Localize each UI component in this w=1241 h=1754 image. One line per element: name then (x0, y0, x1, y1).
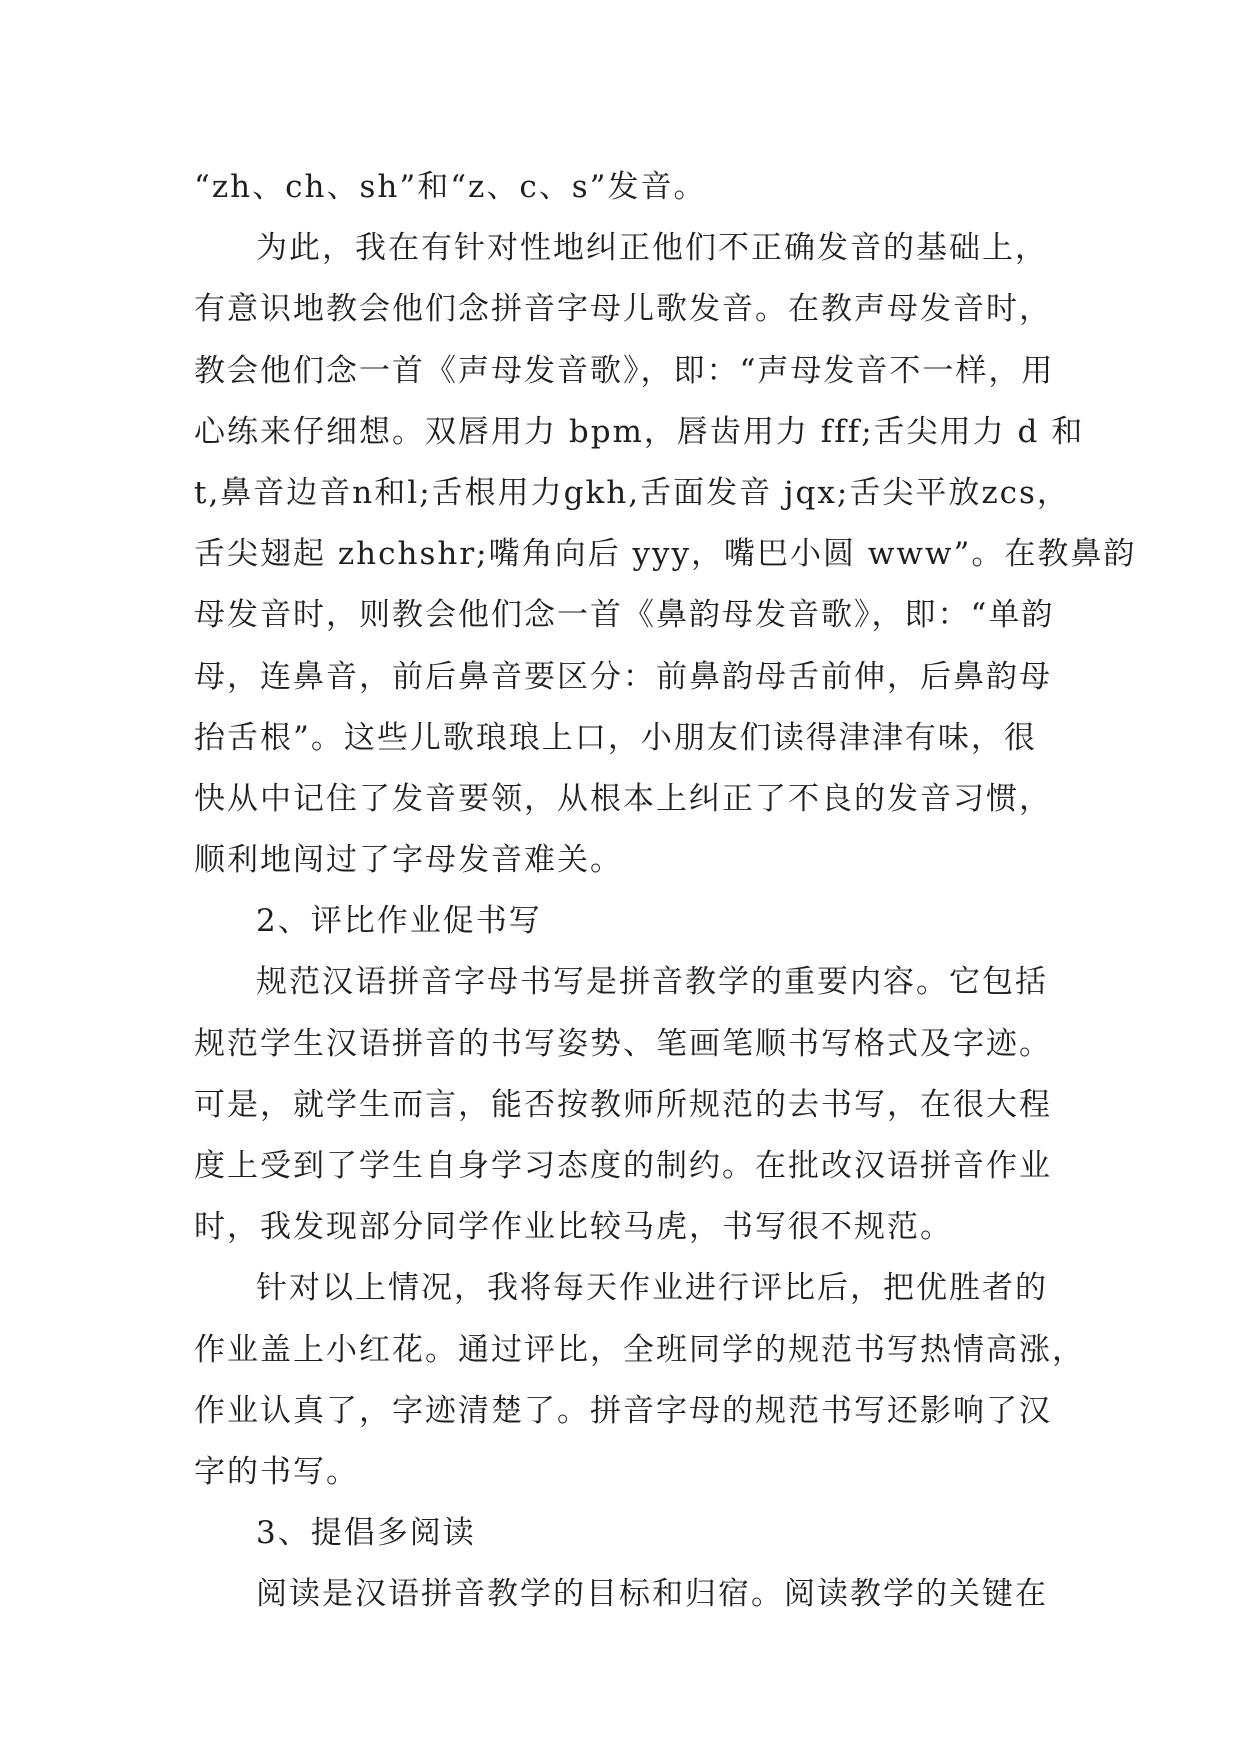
paragraph-line: 为此，我在有针对性地纠正他们不正确发音的基础上， (256, 230, 1048, 267)
paragraph-line: 作业盖上小红花。通过评比，全班同学的规范书写热情高涨， (194, 1331, 1085, 1368)
paragraph-line: 规范学生汉语拼音的书写姿势、笔画笔顺书写格式及字迹。 (194, 1025, 1052, 1062)
paragraph-line: “zh、ch、sh”和“z、c、s”发音。 (194, 169, 707, 205)
paragraph-line: 教会他们念一首《声母发音歌》，即：“声母发音不一样，用 (194, 352, 1055, 389)
paragraph-line: 心练来仔细想。双唇用力 bpm，唇齿用力 fff;舌尖用力 d 和 (194, 413, 1085, 450)
paragraph-line: 阅读是汉语拼音教学的目标和归宿。阅读教学的关键在 (256, 1576, 1048, 1613)
paragraph-line: 顺利地闯过了字母发音难关。 (194, 842, 623, 879)
paragraph-line: 可是，就学生而言，能否按教师所规范的去书写，在很大程 (194, 1086, 1052, 1123)
section-heading: 3、提倡多阅读 (256, 1515, 476, 1552)
paragraph-line: 字的书写。 (194, 1453, 359, 1490)
paragraph-line: 作业认真了，字迹清楚了。拼音字母的规范书写还影响了汉 (194, 1392, 1052, 1429)
paragraph-line: 规范汉语拼音字母书写是拼音教学的重要内容。它包括 (256, 964, 1048, 1001)
paragraph-line: 舌尖翅起 zhchshr;嘴角向后 yyy，嘴巴小圆 www”。在教鼻韵 (194, 536, 1137, 573)
paragraph-line: 度上受到了学生自身学习态度的制约。在批改汉语拼音作业 (194, 1148, 1052, 1184)
paragraph-line: 快从中记住了发音要领，从根本上纠正了不良的发音习惯， (194, 780, 1052, 817)
paragraph-line: 母发音时，则教会他们念一首《鼻韵母发音歌》，即：“单韵 (194, 597, 1055, 634)
document-body (194, 157, 1137, 1626)
paragraph-line: 抬舌根”。这些儿歌琅琅上口，小朋友们读得津津有味，很 (194, 719, 1037, 756)
paragraph-line: 时，我发现部分同学作业比较马虎，书写很不规范。 (194, 1209, 953, 1246)
paragraph-line: 有意识地教会他们念拼音字母儿歌发音。在教声母发音时， (194, 291, 1052, 328)
paragraph-line: 母，连鼻音，前后鼻音要区分：前鼻韵母舌前伸，后鼻韵母 (194, 658, 1052, 695)
paragraph-line: 针对以上情况，我将每天作业进行评比后，把优胜者的 (256, 1270, 1048, 1307)
section-heading: 2、评比作业促书写 (256, 903, 542, 940)
paragraph-line: t,鼻音边音n和l;舌根用力gkh,舌面发音 jqx;舌尖平放zcs， (194, 474, 1070, 511)
